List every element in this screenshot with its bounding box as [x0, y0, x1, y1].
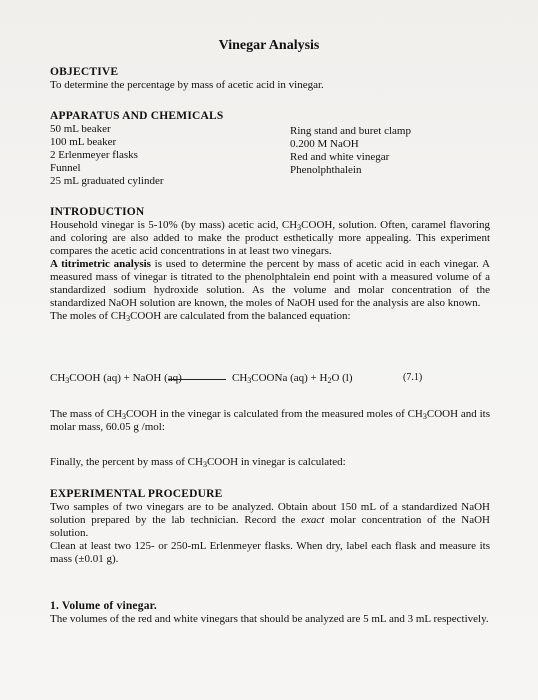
list-item: Ring stand and buret clamp	[290, 125, 411, 137]
introduction-paragraph-3: The moles of $CH_3COOH$ are calculated from the balanced equation:	[50, 310, 351, 323]
volume-section	[50, 600, 490, 626]
volume-text: The volumes of the red and white vinegars that should be analyzed are 5 mL and 3 mL respectively.	[50, 613, 489, 625]
procedure-paragraph-1: Two samples of two vinegars are to be analyzed. Obtain about 150 mL of a standardized NaOH solution prepared by the lab technician. Record the exact molar concentration of the NaOH solution.	[50, 501, 490, 539]
list-item: Red and white vinegar	[290, 151, 390, 163]
equation-products: $CH_3COONa$ $(aq) + H_2O$ (l)	[232, 372, 353, 385]
page-title: Vinegar Analysis	[218, 38, 320, 53]
equation-number: (7.1)	[403, 372, 423, 383]
equation-reactants: $CH_3COOH$ (aq) + NaOH (aq)	[50, 372, 182, 385]
apparatus-section	[50, 110, 490, 188]
apparatus-lists	[50, 123, 490, 188]
procedure-section	[50, 488, 490, 566]
procedure-paragraph-2: Clean at least two 125- or 250-mL Erlenmeyer flasks. When dry, label each flask and measure its mass (±0.01 g).	[50, 540, 490, 565]
percent-calculation-text: Finally, the percent by mass of $CH_3COOH$ in vinegar is calculated:	[50, 456, 346, 469]
balanced-equation	[50, 372, 510, 386]
apparatus-heading: APPARATUS AND CHEMICALS	[50, 110, 224, 122]
list-item: Phenolphthalein	[290, 164, 362, 176]
introduction-paragraph-2: A titrimetric analysis is used to determine the percent by mass of acetic acid in each vinegar. A measured mass of vinegar is titrated to the phenolphtalein end point with a measured volume of a standardized sodium hydroxide solution. As the volume and molar concentration of the standardized NaOH solution are known, the moles of NaOH used for the analysis are also known.	[50, 258, 490, 309]
objective-heading: OBJECTIVE	[50, 66, 119, 78]
procedure-heading: EXPERIMENTAL PROCEDURE	[50, 488, 223, 500]
list-item: 50 mL beaker	[50, 123, 111, 135]
objective-text: To determine the percentage by mass of acetic acid in vinegar.	[50, 79, 324, 91]
list-item: 0.200 M NaOH	[290, 138, 359, 150]
introduction-heading: INTRODUCTION	[50, 206, 145, 218]
apparatus-list-left	[50, 123, 290, 188]
introduction-paragraph-1: Household vinegar is 5-10% (by mass) acetic acid, $CH_3COOH$, solution. Often, caramel flavoring and coloring are also added to make the product esthetically more appealing. This experiment compares the acetic acid concentrations in at least two vinegars.	[50, 219, 490, 257]
mass-calculation-text: The mass of $CH_3COOH$ in the vinegar is calculated from the measured moles of $CH_3COOH$ and its molar mass, 60.05 g /mol:	[50, 408, 490, 433]
objective-section	[50, 66, 490, 92]
apparatus-list-right	[290, 123, 490, 188]
volume-heading: 1. Volume of vinegar.	[50, 600, 157, 612]
introduction-section	[50, 206, 490, 323]
list-item: Funnel	[50, 162, 81, 174]
reaction-arrow-line	[168, 379, 226, 380]
list-item: 2 Erlenmeyer flasks	[50, 149, 138, 161]
list-item: 25 mL graduated cylinder	[50, 175, 164, 187]
list-item: 100 mL beaker	[50, 136, 117, 148]
